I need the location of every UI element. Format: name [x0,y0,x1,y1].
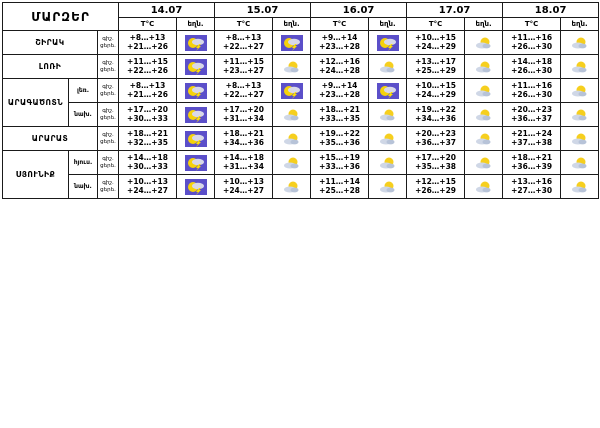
date-header: 18.07 [503,3,599,18]
day-temperature: +23…+28 [319,41,361,51]
partly-cloudy-icon [369,179,406,195]
sub-region-label: լեռ. [69,79,98,103]
day-temperature: +36…+39 [511,161,553,171]
night-temperature: +18…+21 [319,105,361,114]
night-label: գիշ. [102,35,114,42]
day-temperature: +26…+29 [415,185,457,195]
night-temperature: +21…+24 [511,129,553,138]
weather-cell [177,103,215,127]
region-row [3,175,599,199]
partly-cloudy-icon [561,59,598,75]
day-temperature: +32…+35 [127,137,168,147]
date-header: 14.07 [119,3,215,18]
day-temperature: +24…+28 [319,65,361,75]
day-temperature: +24…+29 [415,41,457,51]
storm-icon [273,35,310,51]
weather-cell [273,31,311,55]
forecast-table [2,2,599,199]
day-label: ցերե. [100,90,116,97]
weather-cell [465,175,503,199]
temperature-cell [119,151,177,175]
partly-cloudy-icon [273,179,310,195]
weather-cell [465,127,503,151]
night-temperature: +8…+13 [129,33,166,42]
weather-cell [273,127,311,151]
day-temperature: +26…+30 [511,41,553,51]
day-temperature: +35…+36 [319,137,361,147]
night-temperature: +14…+18 [223,153,264,162]
night-temperature: +14…+18 [511,57,553,66]
forecast-body [3,31,599,199]
temperature-cell [311,79,369,103]
weather-cell [369,55,407,79]
night-label: գիշ. [102,155,114,162]
temperature-cell [119,31,177,55]
day-temperature: +22…+27 [223,41,264,51]
day-label: ցերե. [100,66,116,73]
day-temperature: +22…+26 [127,65,168,75]
weather-header: եղն. [561,18,599,31]
sub-region-label: նախ. [69,103,98,127]
region-row [3,127,599,151]
temperature-cell [311,127,369,151]
weather-cell [465,151,503,175]
sub-region-label: հյուս. [69,151,98,175]
date-header: 16.07 [311,3,407,18]
storm-icon [369,83,406,99]
partly-cloudy-icon [561,179,598,195]
day-temperature: +21…+26 [127,89,168,99]
day-label: ցերե. [100,186,116,193]
temperature-cell [407,127,465,151]
partly-cloudy-icon [465,131,502,147]
weather-cell [273,175,311,199]
day-temperature: +27…+30 [511,185,553,195]
weather-cell [561,79,599,103]
region-row [3,103,599,127]
region-name: ՇԻՐԱԿ [3,31,98,55]
temperature-cell [503,175,561,199]
night-temperature: +17…+20 [415,153,457,162]
day-temperature: +30…+33 [127,113,168,123]
time-of-day-labels [98,55,119,79]
weather-cell [369,103,407,127]
temperature-cell [407,31,465,55]
partly-cloudy-icon [273,59,310,75]
partly-cloudy-icon [369,131,406,147]
time-of-day-labels [98,79,119,103]
night-temperature: +13…+16 [511,177,553,186]
night-temperature: +11…+15 [223,57,264,66]
weather-cell [561,151,599,175]
night-temperature: +11…+15 [127,57,168,66]
night-temperature: +13…+17 [415,57,457,66]
night-temperature: +18…+21 [223,129,264,138]
temperature-cell [215,151,273,175]
partly-cloudy-icon [561,131,598,147]
partly-cloudy-icon [273,131,310,147]
night-label: գիշ. [102,131,114,138]
weather-header: եղն. [273,18,311,31]
weather-header: եղն. [177,18,215,31]
partly-cloudy-icon [561,83,598,99]
date-header: 15.07 [215,3,311,18]
day-temperature: +23…+27 [223,65,264,75]
temperature-cell [407,175,465,199]
day-label: ցերե. [100,162,116,169]
night-temperature: +10…+15 [415,33,457,42]
temperature-cell [215,175,273,199]
weather-cell [561,127,599,151]
storm-icon [177,155,214,171]
partly-cloudy-icon [561,107,598,123]
night-temperature: +8…+13 [225,33,262,42]
temperature-cell [119,55,177,79]
temperature-cell [503,79,561,103]
temperature-cell [407,151,465,175]
day-temperature: +26…+30 [511,89,553,99]
night-temperature: +20…+23 [511,105,553,114]
day-temperature: +31…+34 [223,113,264,123]
day-temperature: +23…+28 [319,89,361,99]
partly-cloudy-icon [369,107,406,123]
night-temperature: +8…+13 [129,81,166,90]
partly-cloudy-icon [273,155,310,171]
day-temperature: +24…+27 [223,185,264,195]
weather-cell [465,55,503,79]
night-temperature: +17…+20 [127,105,168,114]
time-of-day-labels [98,127,119,151]
night-temperature: +10…+15 [415,81,457,90]
weather-cell [177,79,215,103]
day-temperature: +34…+36 [223,137,264,147]
temperature-cell [311,151,369,175]
day-label: ցերե. [100,138,116,145]
storm-icon [177,107,214,123]
partly-cloudy-icon [465,83,502,99]
night-temperature: +12…+15 [415,177,457,186]
day-temperature: +30…+33 [127,161,168,171]
day-temperature: +24…+29 [415,89,457,99]
partly-cloudy-icon [561,155,598,171]
day-label: ցերե. [100,114,116,121]
temperature-cell [503,31,561,55]
region-name: ԼՈՌԻ [3,55,98,79]
night-temperature: +19…+22 [319,129,361,138]
weather-cell [177,175,215,199]
weather-cell [273,79,311,103]
weather-cell [561,55,599,79]
weather-cell [273,151,311,175]
temperature-cell [311,31,369,55]
temp-header: T°C [407,18,465,31]
weather-cell [273,55,311,79]
temp-header: T°C [311,18,369,31]
night-temperature: +19…+22 [415,105,457,114]
night-temperature: +11…+16 [511,81,553,90]
night-label: գիշ. [102,59,114,66]
night-temperature: +20…+23 [415,129,457,138]
weather-cell [177,55,215,79]
temperature-cell [119,79,177,103]
storm-icon [177,179,214,195]
partly-cloudy-icon [369,59,406,75]
night-temperature: +14…+18 [127,153,168,162]
weather-cell [177,151,215,175]
time-of-day-labels [98,175,119,199]
night-temperature: +12…+16 [319,57,361,66]
regions-header: ՄԱՐԶԵՐ [3,3,119,31]
weather-cell [369,151,407,175]
storm-icon [177,131,214,147]
region-row [3,79,599,103]
temperature-cell [119,175,177,199]
partly-cloudy-icon [465,155,502,171]
partly-cloudy-icon [465,107,502,123]
day-label: ցերե. [100,42,116,49]
night-label: գիշ. [102,83,114,90]
night-temperature: +9…+14 [321,33,358,42]
night-temperature: +17…+20 [223,105,264,114]
region-row [3,31,599,55]
weather-cell [369,175,407,199]
weather-cell [177,31,215,55]
temp-header: T°C [503,18,561,31]
temperature-cell [503,55,561,79]
night-temperature: +10…+13 [223,177,264,186]
region-name: ՍՅՈՒՆԻՔ [3,151,69,199]
partly-cloudy-icon [465,35,502,51]
date-header: 17.07 [407,3,503,18]
night-temperature: +18…+21 [511,153,553,162]
temperature-cell [311,103,369,127]
region-row [3,55,599,79]
partly-cloudy-icon [561,35,598,51]
temperature-cell [407,103,465,127]
temperature-cell [503,127,561,151]
temperature-cell [407,55,465,79]
temperature-cell [215,79,273,103]
partly-cloudy-icon [465,59,502,75]
day-temperature: +35…+38 [415,161,457,171]
day-temperature: +33…+35 [319,113,361,123]
day-temperature: +25…+29 [415,65,457,75]
temperature-cell [311,55,369,79]
night-label: գիշ. [102,179,114,186]
temperature-cell [503,103,561,127]
day-temperature: +22…+27 [223,89,264,99]
region-row [3,151,599,175]
day-temperature: +25…+28 [319,185,361,195]
night-temperature: +15…+19 [319,153,361,162]
night-temperature: +9…+14 [321,81,358,90]
region-name: ԱՐԱԳԱԾՈՏՆ [3,79,69,127]
storm-icon [177,83,214,99]
day-temperature: +34…+36 [415,113,457,123]
partly-cloudy-icon [465,179,502,195]
storm-icon [177,35,214,51]
time-of-day-labels [98,103,119,127]
day-temperature: +26…+30 [511,65,553,75]
storm-icon [273,83,310,99]
night-temperature: +8…+13 [225,81,262,90]
weather-cell [561,175,599,199]
night-temperature: +18…+21 [127,129,168,138]
day-temperature: +37…+38 [511,137,553,147]
day-temperature: +36…+37 [415,137,457,147]
day-temperature: +36…+37 [511,113,553,123]
storm-icon [177,59,214,75]
weather-header: եղն. [369,18,407,31]
temperature-cell [215,103,273,127]
storm-icon [369,35,406,51]
day-temperature: +31…+34 [223,161,264,171]
temperature-cell [119,127,177,151]
temp-header: T°C [215,18,273,31]
day-temperature: +24…+27 [127,185,168,195]
weather-cell [465,79,503,103]
partly-cloudy-icon [273,107,310,123]
night-temperature: +11…+14 [319,177,361,186]
weather-cell [273,103,311,127]
time-of-day-labels [98,31,119,55]
weather-cell [561,31,599,55]
weather-header: եղն. [465,18,503,31]
night-label: գիշ. [102,107,114,114]
sub-region-label: նախ. [69,175,98,199]
weather-cell [369,79,407,103]
region-name: ԱՐԱՐԱՏ [3,127,98,151]
night-temperature: +11…+16 [511,33,553,42]
weather-cell [177,127,215,151]
temperature-cell [215,127,273,151]
weather-cell [369,127,407,151]
day-temperature: +21…+26 [127,41,168,51]
temperature-cell [215,31,273,55]
weather-cell [465,31,503,55]
temperature-cell [311,175,369,199]
temperature-cell [215,55,273,79]
time-of-day-labels [98,151,119,175]
weather-cell [561,103,599,127]
temperature-cell [119,103,177,127]
partly-cloudy-icon [369,155,406,171]
weather-cell [465,103,503,127]
temperature-cell [503,151,561,175]
weather-cell [369,31,407,55]
day-temperature: +33…+36 [319,161,361,171]
temperature-cell [407,79,465,103]
temp-header: T°C [119,18,177,31]
night-temperature: +10…+13 [127,177,168,186]
